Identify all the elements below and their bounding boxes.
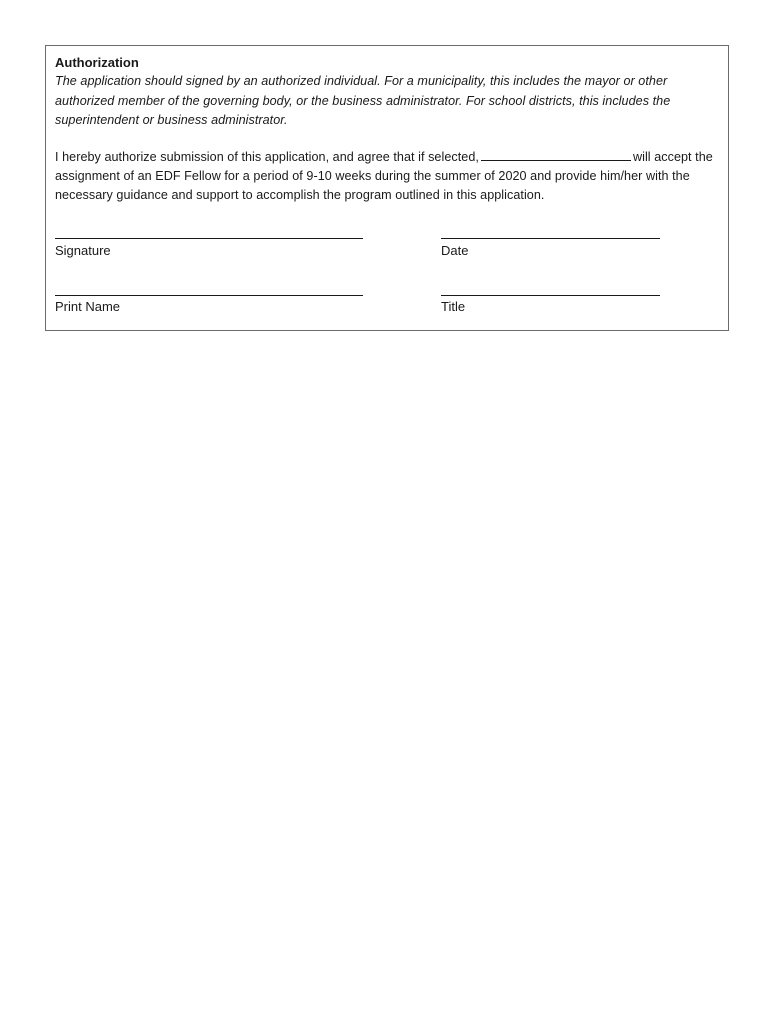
authorization-section [45, 45, 729, 331]
section-heading: Authorization [55, 55, 139, 70]
title-label: Title [441, 299, 466, 314]
signature-line[interactable] [55, 238, 363, 239]
statement-text-after: will accept the assignment of an EDF Fellow for a period of 9-10 weeks during the summer of 2020 and provide him/her with the necessary guidance and support to accomplish the program outlined in this application. [55, 149, 713, 202]
date-line[interactable] [441, 238, 660, 239]
title-line[interactable] [441, 295, 660, 296]
signature-label: Signature [55, 243, 111, 258]
print-name-line[interactable] [55, 295, 363, 296]
signing-instructions: The application should signed by an authorized individual. For a municipality, this includes the mayor or other authorized member of the governing body, or the business administrator. For school districts, this includes the superintendent or business administrator. [55, 74, 671, 127]
authorization-statement [55, 148, 717, 205]
print-name-label: Print Name [55, 299, 121, 314]
statement-text-before: I hereby authorize submission of this application, and agree that if selected, [55, 149, 479, 164]
date-label: Date [441, 243, 469, 258]
authorization-content [55, 53, 717, 205]
organization-name-blank[interactable] [481, 148, 631, 161]
